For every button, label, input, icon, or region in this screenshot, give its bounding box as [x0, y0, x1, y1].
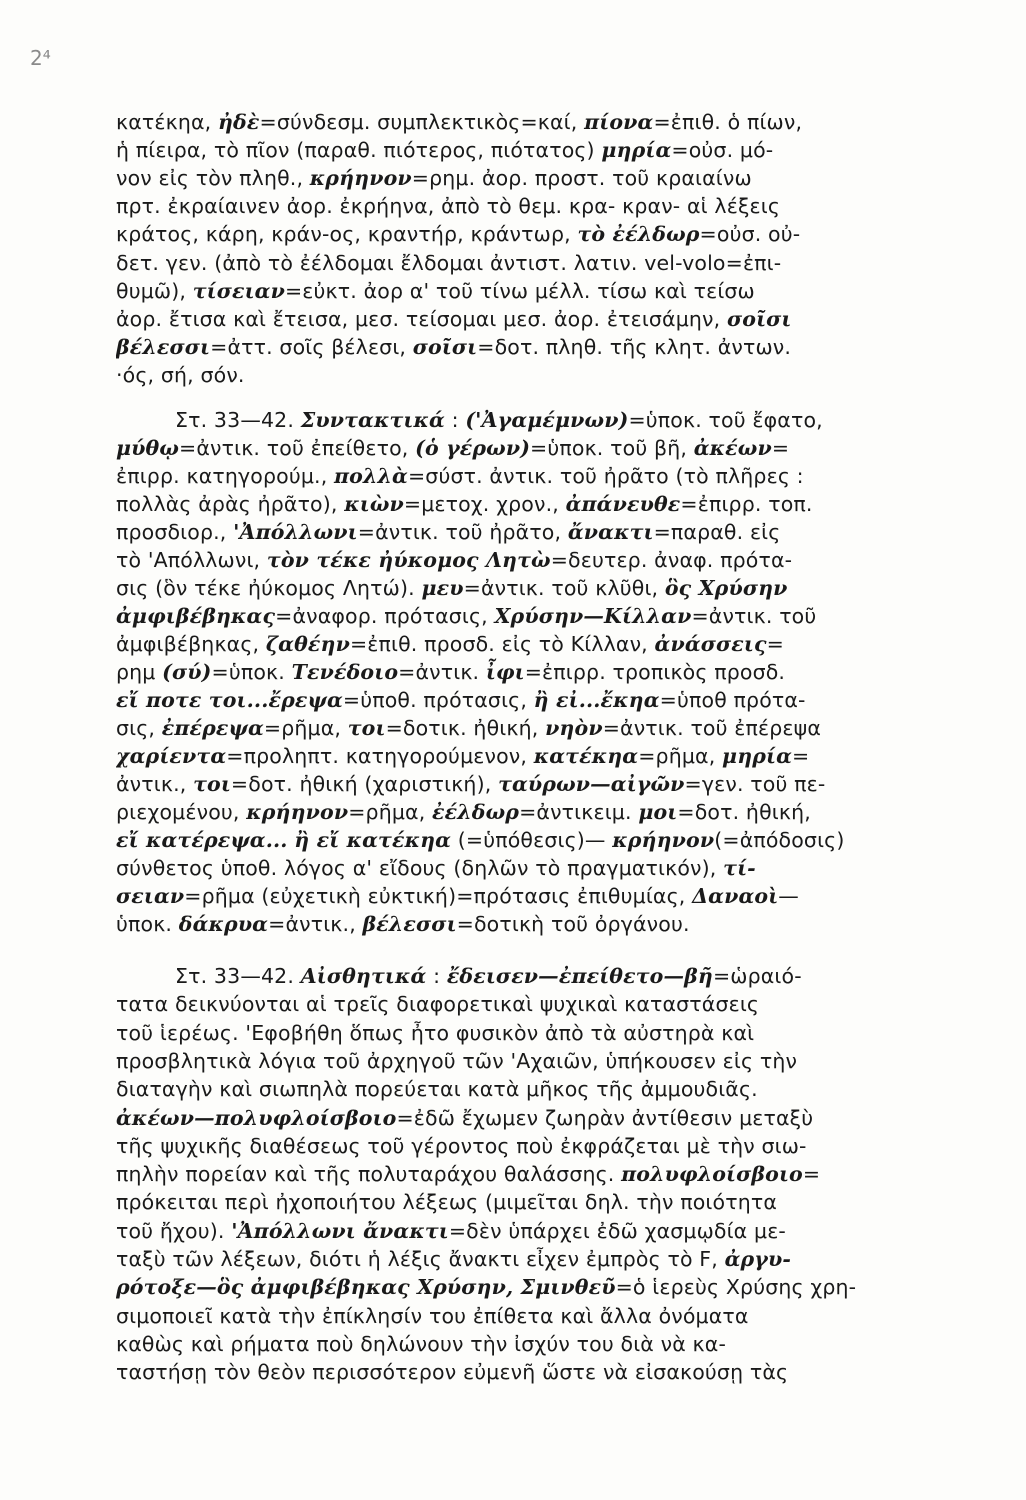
- emphasized-term: τοι: [347, 716, 386, 740]
- text-segment: =δοτ. πληθ. τῆς κλητ. ἀντων.: [477, 334, 792, 359]
- text-line: [116, 164, 966, 192]
- text-segment: =ἐδῶ ἔχωμεν ζωηρὰν ἀντίθεσιν μεταξὺ: [396, 1105, 814, 1130]
- text-segment: =ἀντικ.,: [268, 912, 363, 936]
- text-line: [116, 220, 966, 248]
- text-segment: τῆς ψυχικῆς διαθέσεως τοῦ γέροντος ποὺ ἐκφράζεται μὲ τὴν σιω-: [116, 1133, 807, 1158]
- text-segment: =ἀντικ. τοῦ ἠρᾶτο,: [357, 520, 568, 544]
- text-line: [116, 136, 966, 164]
- text-segment: =δὲν ὑπάρχει ἐδῶ χασμῳδία με-: [448, 1218, 786, 1243]
- text-segment: σύνθετος ὑποθ. λόγος α' εἴδους (δηλῶν τὸ πραγματικόν),: [116, 856, 724, 880]
- text-segment: :: [426, 964, 447, 988]
- text-segment: =ὁ ἱερεὺς Χρύσης χρη-: [615, 1275, 857, 1300]
- text-segment: =ἀντικ. τοῦ: [691, 604, 817, 628]
- emphasized-term: κατέκηα: [533, 744, 639, 768]
- text-segment: :: [444, 408, 466, 432]
- emphasized-term: ταύρων—αἰγῶν: [498, 772, 685, 796]
- text-segment: =ὑποκ.: [211, 660, 292, 684]
- text-segment: ταξὺ τῶν λέξεων, διότι ἡ λέξις ἄνακτι εἶχεν ἐμπρὸς τὸ F,: [116, 1247, 725, 1271]
- text-line: [116, 192, 966, 220]
- text-line: [116, 462, 966, 490]
- text-line: [175, 406, 965, 434]
- emphasized-term: (ὁ γέρων): [415, 436, 531, 460]
- text-segment: =σύνδεσμ. συμπλεκτικὸς=καί,: [259, 110, 585, 134]
- text-line: [116, 770, 966, 798]
- text-segment: =ἀντικ. τοῦ ἐπείθετο,: [179, 436, 416, 460]
- emphasized-term: κρήηνον: [612, 828, 715, 852]
- text-segment: προσδιορ.,: [116, 520, 234, 544]
- emphasized-term: πολλὰ: [334, 464, 408, 488]
- text-segment: =: [771, 436, 790, 460]
- text-line: [116, 602, 966, 630]
- text-segment: =εὐκτ. ἀορ α' τοῦ τίνω μέλλ. τίσω καὶ τείσω: [284, 278, 755, 303]
- emphasized-term: πολυφλοίσβοιο: [621, 1162, 803, 1187]
- text-segment: =ρῆμα,: [263, 716, 348, 740]
- text-line: [116, 108, 966, 136]
- emphasized-term: ἢ εἰ...ἔκηα: [533, 688, 660, 712]
- text-segment: =ἐπιρρ. τροπικὸς προσδ.: [524, 660, 786, 684]
- text-segment: =ὑποκ. τοῦ ἔφατο,: [628, 408, 823, 432]
- text-segment: =ρημ. ἀορ. προστ. τοῦ κραιαίνω: [411, 166, 752, 191]
- emphasized-term: ἄνακτι: [567, 520, 654, 544]
- text-segment: πηλὴν πορείαν καὶ τῆς πολυταράχου θαλάσσης.: [116, 1162, 622, 1187]
- text-line: [116, 1273, 966, 1301]
- text-line: [116, 990, 966, 1018]
- text-segment: (=ἀπόδοσις): [714, 828, 845, 852]
- emphasized-term: εἴ ποτε τοι...ἔρεψα: [116, 688, 343, 712]
- emphasized-term: Αἰσθητικά: [300, 964, 427, 988]
- text-line: [116, 574, 966, 602]
- text-segment: =δοτ. ἠθική (χαριστική),: [230, 772, 499, 796]
- text-segment: =οὐσ. μό-: [671, 138, 774, 163]
- text-segment: =παραθ. εἰς: [653, 520, 781, 544]
- emphasized-term: ἀργυ-: [724, 1247, 792, 1271]
- text-segment: =οὐσ. οὐ-: [699, 222, 801, 247]
- text-segment: σις,: [116, 716, 162, 740]
- text-segment: =ἀττ. σοῖς βέλεσι,: [210, 334, 413, 359]
- text-segment: Στ. 33—42.: [175, 408, 301, 432]
- emphasized-term: βέλεσσι: [116, 334, 211, 359]
- emphasized-term: Χρύσην—Κίλλαν: [494, 604, 692, 628]
- text-segment: =ἐπιθ. ὁ πίων,: [653, 110, 803, 134]
- emphasized-term: πίονα: [584, 110, 654, 134]
- text-line: [116, 826, 966, 854]
- text-segment: ρημ: [116, 660, 163, 684]
- text-segment: =ἐπιρρ. τοπ.: [680, 492, 813, 516]
- text-segment: κράτος, κάρη, κράν-ος, κραντήρ, κράντωρ,: [116, 222, 578, 247]
- text-line: [116, 1330, 966, 1358]
- emphasized-term: μηρία: [601, 138, 672, 163]
- text-segment: ·ός, σή, σόν.: [116, 362, 245, 387]
- text-segment: =σύστ. ἀντικ. τοῦ ἠρᾶτο (τὸ πλῆρες :: [407, 464, 804, 488]
- text-line: [116, 854, 966, 882]
- text-segment: τοῦ ἤχου).: [116, 1218, 232, 1243]
- emphasized-term: σοῖσι: [412, 334, 478, 359]
- text-line: [116, 1132, 966, 1160]
- text-segment: =ἀντικ. τοῦ κλῦθι,: [463, 576, 665, 600]
- text-segment: κατέκηα,: [116, 110, 218, 134]
- text-segment: ἐπιρρ. κατηγορούμ.,: [116, 464, 335, 488]
- emphasized-term: ἢ εἴ κατέκηα: [294, 828, 452, 852]
- emphasized-term: ἀπάνευθε: [565, 492, 681, 516]
- text-segment: =ὑποθ. πρότασις,: [342, 688, 534, 712]
- text-line: [116, 249, 966, 277]
- text-line: [116, 1358, 966, 1386]
- emphasized-term: κιὼν: [344, 492, 404, 516]
- emphasized-term: Συντακτικά: [300, 408, 445, 432]
- emphasized-term: ρότοξε—ὃς ἀμφιβέβηκας Χρύσην, Σμινθεῦ: [116, 1275, 616, 1300]
- text-line: [116, 1217, 966, 1245]
- emphasized-term: τοι: [193, 772, 231, 796]
- text-line: [116, 361, 966, 389]
- text-line: [116, 1075, 966, 1103]
- text-segment: τοῦ ἱερέως. 'Εφοβήθη ὅπως ἦτο φυσικὸν ἀπὸ τὰ αὐστηρὰ καὶ: [116, 1020, 755, 1045]
- text-segment: —: [778, 884, 799, 908]
- text-line: [116, 518, 966, 546]
- text-segment: =: [792, 744, 810, 768]
- text-line: [116, 305, 966, 333]
- text-line: [116, 798, 966, 826]
- text-line: [116, 910, 966, 938]
- text-line: [116, 742, 966, 770]
- text-line: [116, 1302, 966, 1330]
- text-segment: =: [802, 1162, 821, 1187]
- text-segment: Στ. 33—42.: [175, 964, 301, 988]
- text-segment: =ρῆμα,: [638, 744, 723, 768]
- emphasized-term: ἀκέων—πολυφλοίσβοιο: [116, 1105, 397, 1130]
- emphasized-term: ἠδὲ: [218, 110, 260, 134]
- emphasized-term: Δαναοὶ: [692, 884, 779, 908]
- emphasized-term: ἀμφιβέβηκας: [116, 604, 276, 628]
- text-line: [116, 546, 966, 574]
- emphasized-term: ζαθέην: [265, 632, 350, 656]
- text-segment: =δοτικ. ἠθική,: [385, 716, 546, 740]
- emphasized-term: ἐέλδωρ: [432, 800, 520, 824]
- text-segment: ἡ πίειρα, τὸ πῖον (παραθ. πιότερος, πιότατος): [116, 138, 602, 163]
- text-line: [116, 333, 966, 361]
- text-line: [116, 714, 966, 742]
- text-segment: =ἀντικ.: [398, 660, 486, 684]
- emphasized-term: μευ: [421, 576, 464, 600]
- emphasized-term: τί-: [723, 856, 756, 880]
- text-segment: ταστήσῃ τὸν θεὸν περισσότερον εὐμενῆ ὥστε νὰ εἰσακούσῃ τὰς: [116, 1360, 789, 1385]
- emphasized-term: νηὸν: [545, 716, 603, 740]
- page-number: 2⁴: [30, 46, 51, 70]
- text-segment: =γεν. τοῦ πε-: [684, 772, 826, 796]
- text-line: [116, 1245, 966, 1273]
- text-segment: =ἀντικ. τοῦ ἐπέρεψα: [602, 716, 821, 740]
- emphasized-term: σοῖσι: [726, 306, 792, 331]
- text-line: [116, 1160, 966, 1188]
- emphasized-term: ἔδεισεν—ἐπείθετο—βῆ: [446, 964, 713, 988]
- emphasized-term: Τενέδοιο: [291, 660, 399, 684]
- text-segment: =προληπτ. κατηγορούμενον,: [226, 744, 534, 768]
- text-segment: ἀορ. ἔτισα καὶ ἔτεισα, μεσ. τείσομαι μεσ. ἀορ. ἐτεισάμην,: [116, 306, 727, 331]
- text-segment: =δευτερ. ἀναφ. πρότα-: [550, 548, 793, 572]
- emphasized-term: χαρίεντα: [116, 744, 227, 768]
- emphasized-term: ('Ἀγαμέμνων): [465, 408, 629, 432]
- text-segment: πολλὰς ἀρὰς ἠρᾶτο),: [116, 492, 345, 516]
- emphasized-term: κρήηνον: [246, 800, 349, 824]
- text-segment: καθὼς καὶ ρήματα ποὺ δηλώνουν τὴν ἰσχύν του διὰ νὰ κα-: [116, 1331, 726, 1356]
- emphasized-term: ὃς Χρύσην: [664, 576, 788, 600]
- text-line: [116, 1104, 966, 1132]
- text-line: [116, 1019, 966, 1047]
- emphasized-term: 'Ἀπόλλωνι: [233, 520, 358, 544]
- text-line: [116, 1047, 966, 1075]
- emphasized-term: ἶφι: [485, 660, 525, 684]
- emphasized-term: μοι: [638, 800, 678, 824]
- text-segment: τατα δεικνύονται αἱ τρεῖς διαφορετικαὶ ψυχικαὶ καταστάσεις: [116, 992, 760, 1017]
- text-segment: ἀντικ.,: [116, 772, 194, 796]
- emphasized-term: τὸ ἐέλδωρ: [577, 222, 700, 247]
- text-segment: διαταγὴν καὶ σιωπηλὰ πορεύεται κατὰ μῆκος τῆς ἀμμουδιᾶς.: [116, 1077, 758, 1102]
- text-segment: δετ. γεν. (ἀπὸ τὸ ἐέλδομαι ἔλδομαι ἀντιστ. λατιν. vel-volo=ἐπι-: [116, 250, 782, 275]
- text-segment: =ἀναφορ. πρότασις,: [275, 604, 495, 628]
- text-line: [116, 658, 966, 686]
- text-line: [175, 962, 965, 990]
- text-segment: =ὑποθ πρότα-: [659, 688, 806, 712]
- emphasized-term: δάκρυα: [178, 912, 269, 936]
- text-segment: σιμοποιεῖ κατὰ τὴν ἐπίκλησίν του ἐπίθετα καὶ ἄλλα ὀνόματα: [116, 1303, 749, 1328]
- text-segment: =: [766, 632, 784, 656]
- text-segment: πρτ. ἐκραίαινεν ἀορ. ἐκρήηνα, ἀπὸ τὸ θεμ. κρα- κραν- αἱ λέξεις: [116, 194, 781, 219]
- emphasized-term: (σύ): [162, 660, 212, 684]
- text-segment: =δοτικὴ τοῦ ὀργάνου.: [456, 912, 690, 936]
- text-line: [116, 882, 966, 910]
- emphasized-term: βέλεσσι: [362, 912, 457, 936]
- text-segment: =ρῆμα (εὐχετικὴ εὐκτική)=πρότασις ἐπιθυμίας,: [184, 884, 693, 908]
- emphasized-term: σειαν: [116, 884, 185, 908]
- text-line: [116, 277, 966, 305]
- text-line: [116, 1188, 966, 1216]
- text-segment: =ρῆμα,: [348, 800, 433, 824]
- emphasized-term: 'Ἀπόλλωνι ἄνακτι: [231, 1218, 449, 1243]
- text-line: [116, 434, 966, 462]
- emphasized-term: εἴ κατέρεψα...: [116, 828, 288, 852]
- text-segment: νον εἰς τὸν πληθ.,: [116, 166, 310, 191]
- emphasized-term: τὸν τέκε ἠύκομος Λητὼ: [266, 548, 551, 572]
- text-segment: ἀμφιβέβηκας,: [116, 632, 266, 656]
- text-segment: =ἐπιθ. προσδ. εἰς τὸ Κίλλαν,: [349, 632, 655, 656]
- text-line: [116, 490, 966, 518]
- emphasized-term: τίσειαν: [192, 278, 285, 303]
- text-segment: τὸ 'Απόλλωνι,: [116, 548, 267, 572]
- text-line: [116, 686, 966, 714]
- text-segment: =μετοχ. χρον.,: [403, 492, 566, 516]
- text-segment: προσβλητικὰ λόγια τοῦ ἀρχηγοῦ τῶν 'Αχαιῶν, ὑπήκουσεν εἰς τὴν: [116, 1048, 798, 1073]
- text-segment: ὑποκ.: [116, 912, 179, 936]
- emphasized-term: ἐπέρεψα: [161, 716, 264, 740]
- text-segment: θυμῶ),: [116, 278, 193, 303]
- text-segment: ριεχομένου,: [116, 800, 247, 824]
- emphasized-term: ἀκέων: [693, 436, 772, 460]
- text-segment: πρόκειται περὶ ἠχοποιήτου λέξεως (μιμεῖται δηλ. τὴν ποιότητα: [116, 1190, 777, 1215]
- emphasized-term: ἀνάσσεις: [654, 632, 767, 656]
- text-segment: =δοτ. ἠθική,: [677, 800, 811, 824]
- text-segment: =ἀντικειμ.: [519, 800, 639, 824]
- emphasized-term: μύθῳ: [116, 436, 180, 460]
- text-segment: (=ὑπόθεσις)—: [451, 828, 613, 852]
- emphasized-term: κρήηνον: [309, 166, 412, 191]
- text-line: [116, 630, 966, 658]
- text-segment: =ὑποκ. τοῦ βῆ,: [530, 436, 694, 460]
- emphasized-term: μηρία: [722, 744, 793, 768]
- text-segment: =ὡραιό-: [712, 964, 802, 988]
- text-segment: σις (ὃν τέκε ἠύκομος Λητώ).: [116, 576, 422, 600]
